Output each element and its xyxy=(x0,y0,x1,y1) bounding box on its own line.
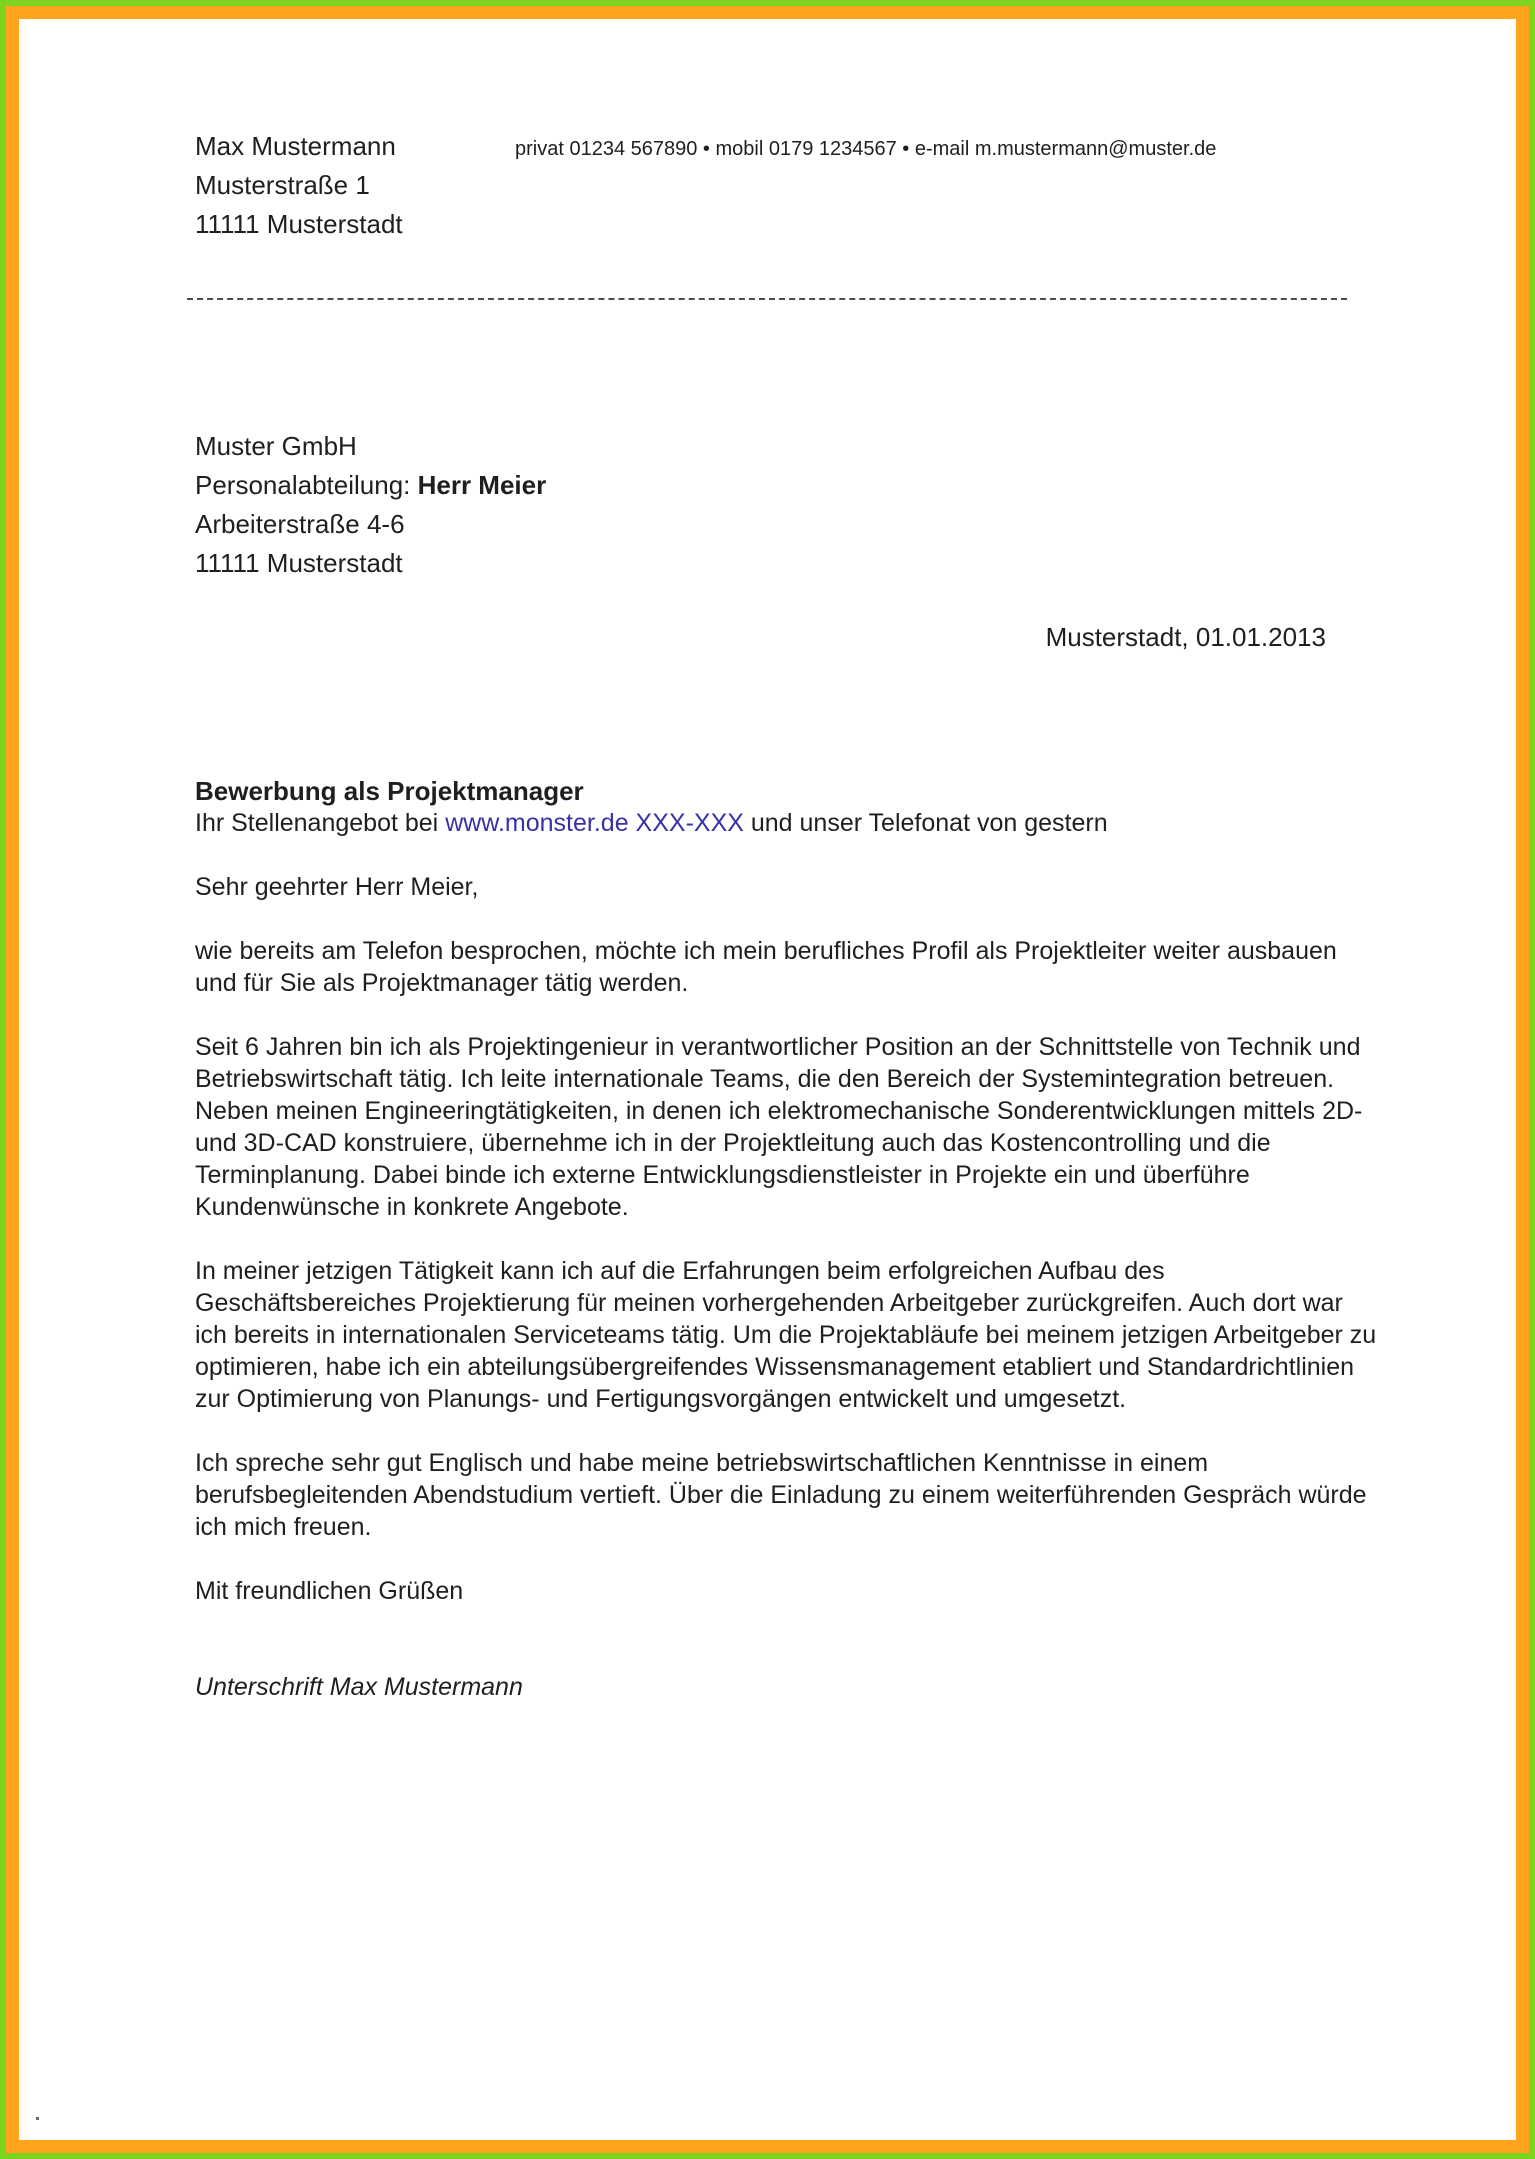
scan-artifact-dot xyxy=(36,2117,39,2120)
subject-reference-line xyxy=(195,807,1380,839)
letter-body xyxy=(195,775,1380,1703)
signature-line: Unterschrift Max Mustermann xyxy=(195,1673,523,1701)
body-paragraph-2: Seit 6 Jahren bin ich als Projektingenieur in verantwortlicher Position an der Schnittstelle von Technik und Betriebswirtschaft tätig. Ich leite internationale Teams, die den Bereich der Systemintegration betreuen. Neben meinen Engineeringtätigkeiten, in denen ich elektromechanische Sonderentwicklungen mittels 2D- und 3D-CAD konstruiere, übernehme ich in der Projektleitung auch das Kostencontrolling und die Terminplanung. Dabei binde ich externe Entwicklungsdienstleister in Projekte ein und überführe Kundenwünsche in konkrete Angebote. xyxy=(195,1033,1363,1221)
job-posting-link[interactable]: www.monster.de XXX-XXX xyxy=(445,809,744,837)
body-paragraph-1: wie bereits am Telefon besprochen, möchte ich mein berufliches Profil als Projektleiter weiter ausbauen und für Sie als Projektmanager tätig werden. xyxy=(195,937,1337,997)
recipient-street: Arbeiterstraße 4-6 xyxy=(195,509,405,539)
body-paragraph-4: Ich spreche sehr gut Englisch und habe meine betriebswirtschaftlichen Kenntnisse in einem berufsbegleitenden Abendstudium vertieft. Über die Einladung zu einem weiterführenden Gespräch würde ich mich freuen. xyxy=(195,1449,1367,1541)
recipient-city: 11111 Musterstadt xyxy=(195,548,403,578)
salutation: Sehr geehrter Herr Meier, xyxy=(195,873,479,901)
subject-title: Bewerbung als Projektmanager xyxy=(195,776,584,806)
recipient-company: Muster GmbH xyxy=(195,431,357,461)
subject-reference-suffix: und unser Telefonat von gestern xyxy=(743,809,1108,837)
letter-sheet xyxy=(19,19,1516,2140)
body-paragraph-3: In meiner jetzigen Tätigkeit kann ich auf die Erfahrungen beim erfolgreichen Aufbau des Geschäftsbereiches Projektierung für meinen vorhergehenden Arbeitgeber zurückgreifen. Auch dort war ich bereits in internationalen Serviceteams tätig. Um die Projektabläufe bei meinem jetzigen Arbeitgeber zu optimieren, habe ich ein abteilungsübergreifendes Wissensmanagement etabliert und Standardrichtlinien zur Optimierung von Planungs- und Fertigungsvorgängen entwickelt und umgesetzt. xyxy=(195,1257,1377,1413)
subject-reference-prefix: Ihr Stellenangebot bei xyxy=(195,809,446,837)
recipient-department-label: Personalabteilung: xyxy=(195,470,418,500)
recipient-contact-person: Herr Meier xyxy=(417,470,547,500)
sender-address-block xyxy=(195,127,403,244)
recipient-address-block xyxy=(195,427,546,583)
fold-divider-line xyxy=(187,298,1347,300)
page-border-inner xyxy=(6,6,1529,2153)
sender-city: 11111 Musterstadt xyxy=(195,209,403,239)
closing-salutation: Mit freundlichen Grüßen xyxy=(195,1577,464,1605)
recipient-department-line xyxy=(195,466,546,505)
sender-contact-line: privat 01234 567890 • mobil 0179 1234567 • e-mail m.mustermann@muster.de xyxy=(515,138,1217,160)
sender-street: Musterstraße 1 xyxy=(195,170,370,200)
sender-name: Max Mustermann xyxy=(195,131,396,161)
date-line: Musterstadt, 01.01.2013 xyxy=(1045,622,1326,652)
